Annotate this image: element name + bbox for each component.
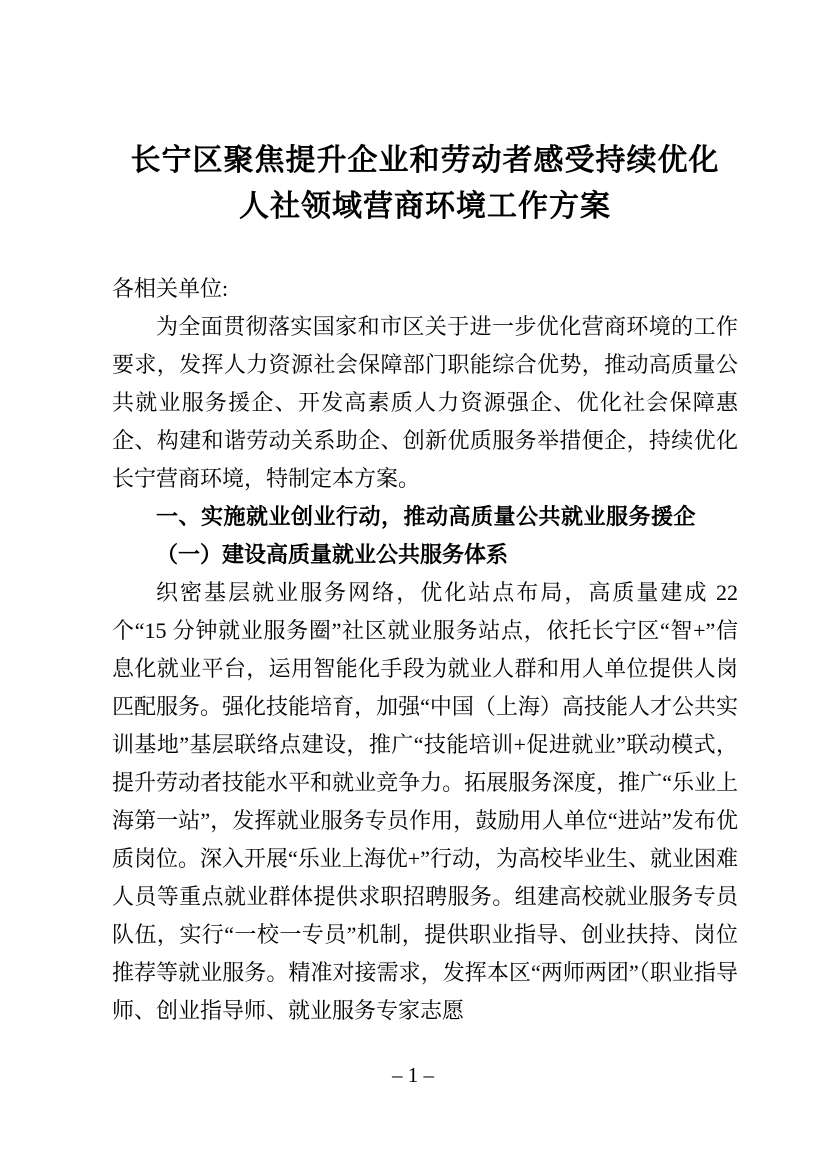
- page-number: – 1 –: [392, 1063, 434, 1087]
- salutation: 各相关单位:: [112, 276, 229, 301]
- document-title: [112, 138, 738, 230]
- section-1-subsection-1-heading: （一）建设高质量就业公共服务体系: [156, 542, 509, 567]
- document-title-line1: 长宁区聚焦提升企业和劳动者感受持续优化: [130, 144, 720, 177]
- section-1-subsection-1-body: 织密基层就业服务网络，优化站点布局，高质量建成 22 个“15 分钟就业服务圈”社区就业服务站点，依托长宁区“智+”信息化就业平台，运用智能化手段为就业人群和用人单位提供人岗匹配服务。强化技能培育，加强“中国（上海）高技能人才公共实训基地”基层联络点建设，推广“技能培训+促进就业”联动模式，提升劳动者技能水平和就业竞争力。拓展服务深度，推广“乐业上海第一站”，发挥就业服务专员作用，鼓励用人单位“进站”发布优质岗位。深入开展“乐业上海优+”行动，为高校毕业生、就业困难人员等重点就业群体提供求职招聘服务。组建高校就业服务专员队伍，实行“一校一专员”机制，提供职业指导、创业扶持、岗位推荐等就业服务。精准对接需求，发挥本区“两师两团”（职业指导师、创业指导师、就业服务专家志愿: [112, 580, 738, 1023]
- intro-paragraph: 为全面贯彻落实国家和市区关于进一步优化营商环境的工作要求，发挥人力资源社会保障部门职能综合优势，推动高质量公共就业服务援企、开发高素质人力资源强企、优化社会保障惠企、构建和谐劳动关系助企、创新优质服务举措便企，持续优化长宁营商环境，特制定本方案。: [112, 314, 738, 491]
- document-title-line2: 人社领域营商环境工作方案: [239, 190, 611, 223]
- document-body: [112, 270, 738, 1030]
- section-1-heading: 一、实施就业创业行动，推动高质量公共就业服务援企: [156, 504, 697, 529]
